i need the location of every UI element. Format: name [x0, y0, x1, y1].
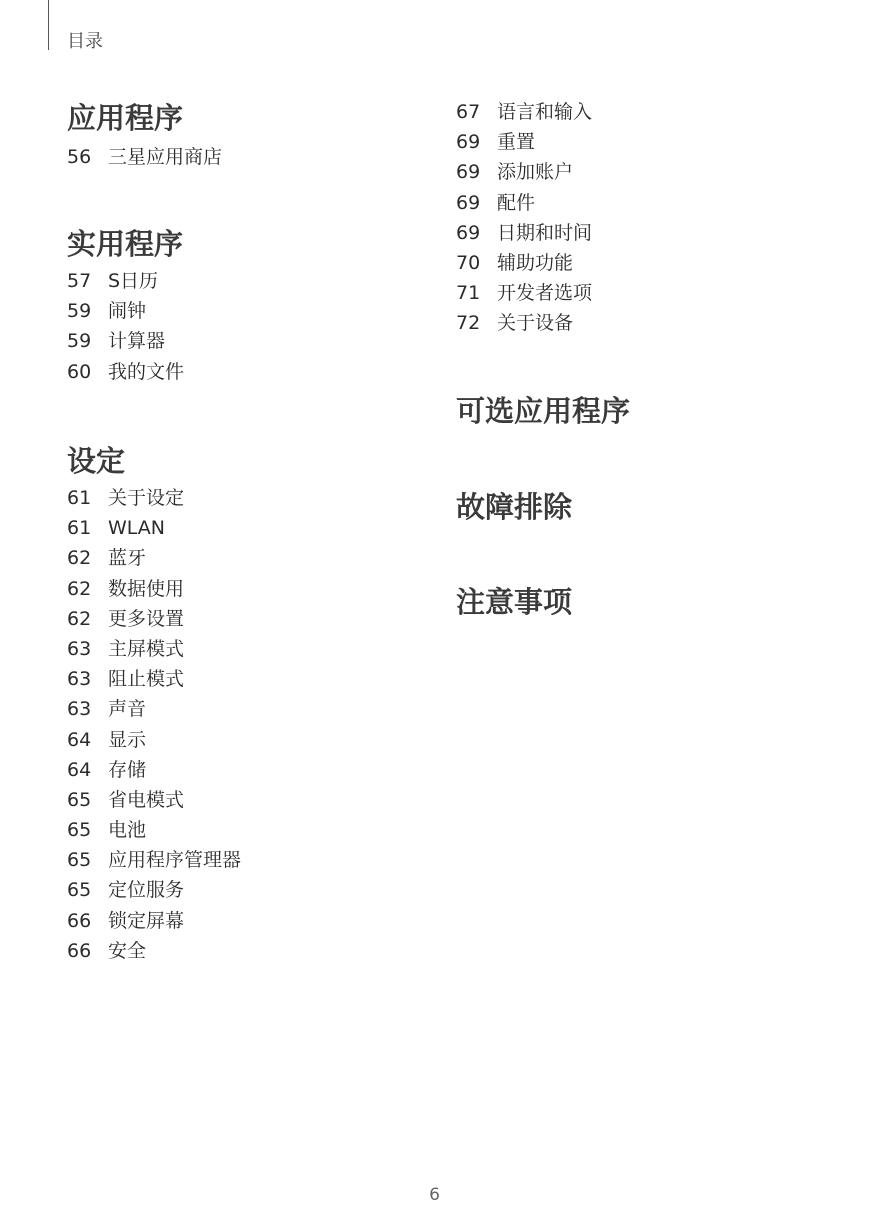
section-heading-optional-apps[interactable]: 可选应用程序	[456, 394, 631, 428]
toc-entry[interactable]	[67, 326, 184, 356]
toc-entry-title: 应用程序管理器	[108, 849, 242, 872]
toc-entry[interactable]	[67, 142, 222, 172]
toc-entry[interactable]	[67, 815, 241, 845]
toc-entry-title: 主屏模式	[108, 637, 185, 660]
toc-entry-title: 语言和输入	[497, 101, 593, 123]
toc-entry-page: 65	[67, 788, 92, 811]
toc-entry[interactable]	[67, 875, 241, 905]
toc-entry-page: 63	[67, 668, 92, 691]
section-heading-troubleshooting[interactable]: 故障排除	[456, 490, 573, 524]
toc-entry-page: 69	[456, 131, 481, 154]
toc-entry-page: 64	[67, 758, 92, 781]
toc-entry-title: S日历	[108, 270, 159, 292]
toc-entry[interactable]	[67, 755, 241, 785]
toc-entry[interactable]	[67, 785, 241, 815]
toc-entry-title: 省电模式	[108, 788, 185, 811]
toc-entry-page: 62	[67, 577, 92, 600]
toc-entry-page: 64	[67, 728, 92, 751]
toc-entry-title: 重置	[497, 131, 536, 154]
toc-entry[interactable]	[67, 634, 241, 664]
toc-entry-title: 定位服务	[108, 879, 185, 902]
toc-entry-page: 56	[67, 146, 92, 168]
toc-entry-page: 65	[67, 849, 92, 872]
toc-entry-page: 57	[67, 270, 92, 292]
toc-entry[interactable]	[67, 483, 241, 513]
toc-entry[interactable]	[456, 308, 592, 338]
toc-entry[interactable]	[67, 574, 241, 604]
toc-entry-page: 66	[67, 939, 92, 962]
toc-entry[interactable]	[456, 278, 592, 308]
toc-entry-title: 关于设定	[108, 487, 185, 509]
toc-entry-title: 计算器	[108, 330, 166, 353]
toc-entry-title: 我的文件	[108, 360, 185, 383]
toc-entry-title: WLAN	[108, 517, 166, 540]
toc-entry-page: 60	[67, 360, 92, 383]
toc-entry[interactable]	[67, 725, 241, 755]
section-heading-settings[interactable]: 设定	[67, 444, 126, 478]
toc-entry[interactable]	[456, 157, 592, 187]
toc-entry[interactable]	[456, 218, 592, 248]
toc-entry-title: 阻止模式	[108, 668, 185, 691]
toc-entry-page: 72	[456, 312, 481, 335]
section-entries-settings-continued	[456, 97, 592, 339]
section-entries-utilities	[67, 266, 184, 387]
toc-entry-page: 70	[456, 251, 481, 274]
section-entries-apps	[67, 142, 222, 172]
toc-entry-title: 辅助功能	[497, 251, 574, 274]
toc-entry-page: 67	[456, 101, 481, 123]
toc-entry-page: 63	[67, 637, 92, 660]
toc-entry-page: 61	[67, 517, 92, 540]
toc-entry-title: 安全	[108, 939, 147, 962]
toc-entry-title: 存储	[108, 758, 147, 781]
running-header-title: 目录	[67, 31, 103, 52]
toc-entry[interactable]	[67, 357, 184, 387]
toc-entry[interactable]	[67, 296, 184, 326]
toc-entry-title: 数据使用	[108, 577, 185, 600]
toc-entry-title: 日期和时间	[497, 221, 593, 244]
margin-rule	[48, 0, 49, 50]
toc-entry-title: 锁定屏幕	[108, 909, 185, 932]
toc-entry[interactable]	[67, 906, 241, 936]
section-entries-settings	[67, 483, 241, 966]
toc-entry-title: 更多设置	[108, 607, 185, 630]
toc-entry-title: 添加账户	[497, 161, 574, 184]
toc-entry-page: 69	[456, 161, 481, 184]
toc-entry[interactable]	[456, 97, 592, 127]
toc-entry-page: 61	[67, 487, 92, 509]
toc-entry-page: 69	[456, 191, 481, 214]
toc-entry[interactable]	[67, 266, 184, 296]
toc-entry-title: 闹钟	[108, 300, 147, 323]
section-heading-utilities[interactable]: 实用程序	[67, 227, 184, 261]
section-heading-apps[interactable]: 应用程序	[67, 101, 184, 135]
toc-entry[interactable]	[67, 664, 241, 694]
toc-entry-page: 65	[67, 819, 92, 842]
toc-entry-title: 显示	[108, 728, 147, 751]
toc-entry-title: 开发者选项	[497, 282, 593, 305]
toc-entry-title: 声音	[108, 698, 147, 721]
toc-entry[interactable]	[67, 936, 241, 966]
toc-entry[interactable]	[67, 543, 241, 573]
toc-entry[interactable]	[456, 248, 592, 278]
toc-entry-page: 71	[456, 282, 481, 305]
toc-entry-page: 69	[456, 221, 481, 244]
toc-entry[interactable]	[67, 694, 241, 724]
toc-entry-page: 66	[67, 909, 92, 932]
toc-entry-title: 三星应用商店	[108, 146, 223, 168]
page-number: 6	[429, 1185, 440, 1205]
toc-entry-page: 59	[67, 300, 92, 323]
toc-entry-page: 63	[67, 698, 92, 721]
toc-entry-page: 65	[67, 879, 92, 902]
toc-entry-title: 配件	[497, 191, 536, 214]
toc-entry[interactable]	[67, 604, 241, 634]
toc-entry[interactable]	[456, 188, 592, 218]
toc-entry[interactable]	[67, 513, 241, 543]
toc-entry-title: 蓝牙	[108, 547, 147, 570]
section-heading-precautions[interactable]: 注意事项	[456, 585, 573, 619]
toc-entry-page: 59	[67, 330, 92, 353]
toc-entry-title: 关于设备	[497, 312, 574, 335]
toc-entry-title: 电池	[108, 819, 147, 842]
toc-entry[interactable]	[456, 127, 592, 157]
toc-entry-page: 62	[67, 547, 92, 570]
toc-entry-page: 62	[67, 607, 92, 630]
toc-entry[interactable]	[67, 845, 241, 875]
